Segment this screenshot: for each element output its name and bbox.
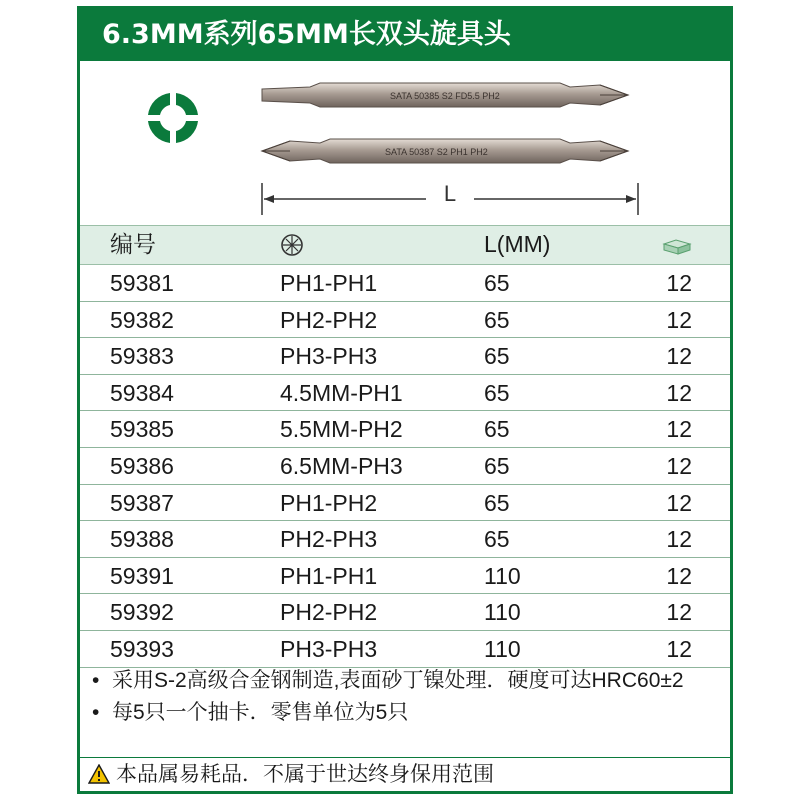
header-code: 编号 (110, 231, 156, 257)
table-row (80, 338, 730, 375)
cell-spec: 6.5MM-PH3 (280, 452, 403, 479)
warning-text: 本品属易耗品．不属于世达终身保用范围 (116, 763, 494, 786)
table-row (80, 265, 730, 302)
cell-code: 59393 (110, 635, 174, 662)
cell-quantity: 12 (666, 562, 692, 589)
spec-table (80, 225, 730, 668)
length-label: L (443, 181, 457, 206)
cell-spec: 5.5MM-PH2 (280, 416, 403, 443)
cell-length: 65 (484, 416, 510, 443)
table-row (80, 485, 730, 522)
cell-quantity: 12 (666, 379, 692, 406)
note-item (80, 667, 730, 695)
cell-code: 59382 (110, 306, 174, 333)
table-row (80, 521, 730, 558)
cell-length: 110 (484, 635, 521, 662)
cell-code: 59391 (110, 562, 174, 589)
cell-quantity: 12 (666, 526, 692, 553)
cell-length: 65 (484, 452, 510, 479)
svg-text:SATA 50385 S2 FD5.5 PH2: SATA 50385 S2 FD5.5 PH2 (390, 91, 500, 101)
cell-spec: PH3-PH3 (280, 635, 378, 662)
bit-slotted-phillips (262, 83, 628, 107)
package-quantity-icon (640, 226, 692, 264)
phillips-tip-icon (280, 226, 304, 264)
note-item (80, 699, 730, 727)
double-ended-bits-illustration (260, 69, 640, 169)
cell-code: 59383 (110, 343, 174, 370)
cell-code: 59385 (110, 416, 174, 443)
table-header-row (80, 225, 730, 265)
cell-spec: PH2-PH2 (280, 599, 378, 626)
table-body (80, 265, 730, 668)
cell-spec: PH3-PH3 (280, 343, 378, 370)
cell-length: 110 (484, 599, 521, 626)
cell-spec: PH2-PH2 (280, 306, 378, 333)
page-title: 6.3MM系列65MM长双头旋具头 (80, 9, 730, 61)
cell-code: 59384 (110, 379, 174, 406)
cell-quantity: 12 (666, 416, 692, 443)
cell-quantity: 12 (666, 599, 692, 626)
cell-length: 65 (484, 343, 510, 370)
cell-quantity: 12 (666, 270, 692, 296)
cell-length: 65 (484, 306, 510, 333)
cell-quantity: 12 (666, 635, 692, 662)
cell-code: 59386 (110, 452, 174, 479)
svg-text:SATA 50387 S2 PH1 PH2: SATA 50387 S2 PH1 PH2 (385, 147, 488, 157)
cell-code: 59387 (110, 489, 174, 516)
notes-section (80, 667, 730, 727)
cell-quantity: 12 (666, 452, 692, 479)
cell-length: 65 (484, 270, 510, 296)
note-packaging: 每5只一个抽卡．零售单位为5只 (112, 701, 409, 724)
cell-spec: PH1-PH2 (280, 489, 378, 516)
cell-quantity: 12 (666, 306, 692, 333)
cell-quantity: 12 (666, 489, 692, 516)
header-length: L(MM) (484, 231, 551, 257)
table-row (80, 375, 730, 412)
cell-code: 59388 (110, 526, 174, 553)
warning-triangle-icon (88, 764, 110, 784)
cell-length: 65 (484, 489, 510, 516)
bullet-icon: • (92, 701, 100, 724)
table-row (80, 302, 730, 339)
cell-code: 59381 (110, 270, 174, 296)
product-spec-card (77, 6, 733, 794)
table-row (80, 594, 730, 631)
cell-spec: PH1-PH1 (280, 270, 378, 296)
cell-length: 110 (484, 562, 521, 589)
cell-spec: PH1-PH1 (280, 562, 378, 589)
cell-spec: PH2-PH3 (280, 526, 378, 553)
length-dimension (260, 179, 640, 219)
bit-phillips-phillips (262, 139, 628, 163)
cell-code: 59392 (110, 599, 174, 626)
bullet-icon: • (92, 669, 100, 692)
cell-spec: 4.5MM-PH1 (280, 379, 403, 406)
product-illustration (80, 61, 730, 225)
cell-length: 65 (484, 379, 510, 406)
warning-bar (80, 757, 730, 791)
table-row (80, 448, 730, 485)
table-row (80, 558, 730, 595)
table-row (80, 631, 730, 668)
table-row (80, 411, 730, 448)
cell-quantity: 12 (666, 343, 692, 370)
brand-logo-icon (146, 91, 200, 145)
note-material: 采用S-2高级合金钢制造,表面砂丁镍处理．硬度可达HRC60±2 (112, 669, 684, 692)
cell-length: 65 (484, 526, 510, 553)
